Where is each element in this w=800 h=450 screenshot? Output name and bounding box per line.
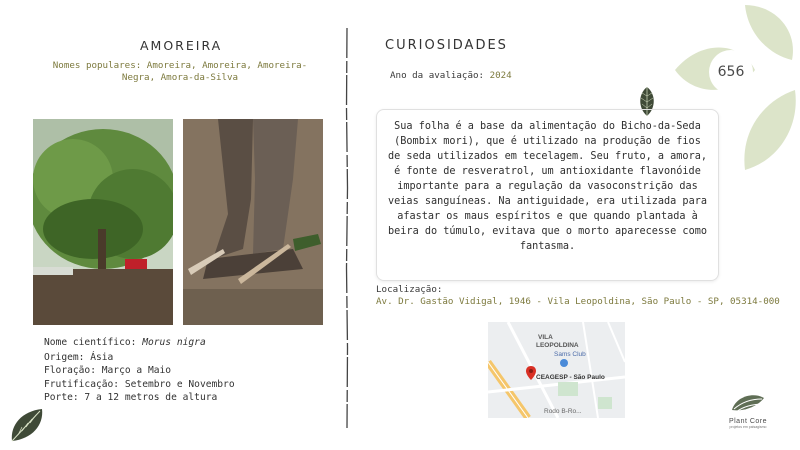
logo-name: Plant Core	[728, 418, 768, 425]
map-pin-icon	[526, 366, 536, 380]
flowering: Floração: Março a Maio	[44, 365, 172, 376]
scientific-name-row	[44, 336, 235, 350]
plant-core-logo	[720, 390, 776, 429]
fruiting: Frutificação: Setembro e Novembro	[44, 378, 235, 390]
scientific-label: Nome científico:	[44, 337, 143, 348]
species-details	[44, 336, 235, 405]
map-poi-sams: Sams Club	[554, 351, 586, 358]
logo-tagline: projetos em paisagismo	[729, 425, 767, 429]
map-district-line1: VILA	[538, 334, 553, 341]
tree-number-badge	[709, 50, 753, 94]
section-divider	[345, 28, 349, 428]
tree-photo-canopy	[33, 119, 173, 325]
leaf-shape	[744, 90, 795, 170]
popular-names: Nomes populares: Amoreira, Amoreira, Amoreira-Negra, Amora-da-Silva	[52, 60, 308, 83]
origin: Origem: Ásia	[44, 351, 114, 363]
size: Porte: 7 a 12 metros de altura	[44, 392, 218, 403]
curiosity-card: Sua folha é a base da alimentação do Bicho-da-Seda (Bombix mori), que é utilizado na produção de fios de seda utilizados em tecelagem. Seu fruto, a amora, é fonte de resveratrol, um antioxidante flavonóide importante para a regulação da vasoconstrição das veias sanguíneas. Na antiguidade, era utilizada para afastar os maus espíritos e que quando plantada à beira do túmulo, evitava que o morto aparecesse como fantasma.	[376, 109, 719, 281]
evaluation-year	[390, 70, 512, 82]
logo-icon	[728, 390, 768, 414]
map-street: Rodo B-Ro...	[544, 408, 582, 415]
tree-photo-trunk	[183, 119, 323, 325]
year-label: Ano da avaliação:	[390, 70, 490, 81]
curiosities-title: CURIOSIDADES	[385, 38, 508, 53]
leaf-icon	[8, 405, 46, 445]
year-value: 2024	[489, 70, 512, 81]
tree-number: 656	[717, 64, 745, 80]
address: Av. Dr. Gastão Vidigal, 1946 - Vila Leopoldina, São Paulo - SP, 05314-000	[376, 296, 780, 307]
location-map[interactable]	[488, 322, 625, 418]
map-district-line2: LEOPOLDINA	[536, 342, 579, 349]
scientific-name: Morus nigra	[142, 337, 206, 348]
species-title: AMOREIRA	[140, 38, 223, 53]
location-label: Localização:	[376, 284, 443, 295]
map-poi-ceagesp: CEAGESP - São Paulo	[536, 374, 605, 381]
leaf-shape	[745, 5, 793, 60]
